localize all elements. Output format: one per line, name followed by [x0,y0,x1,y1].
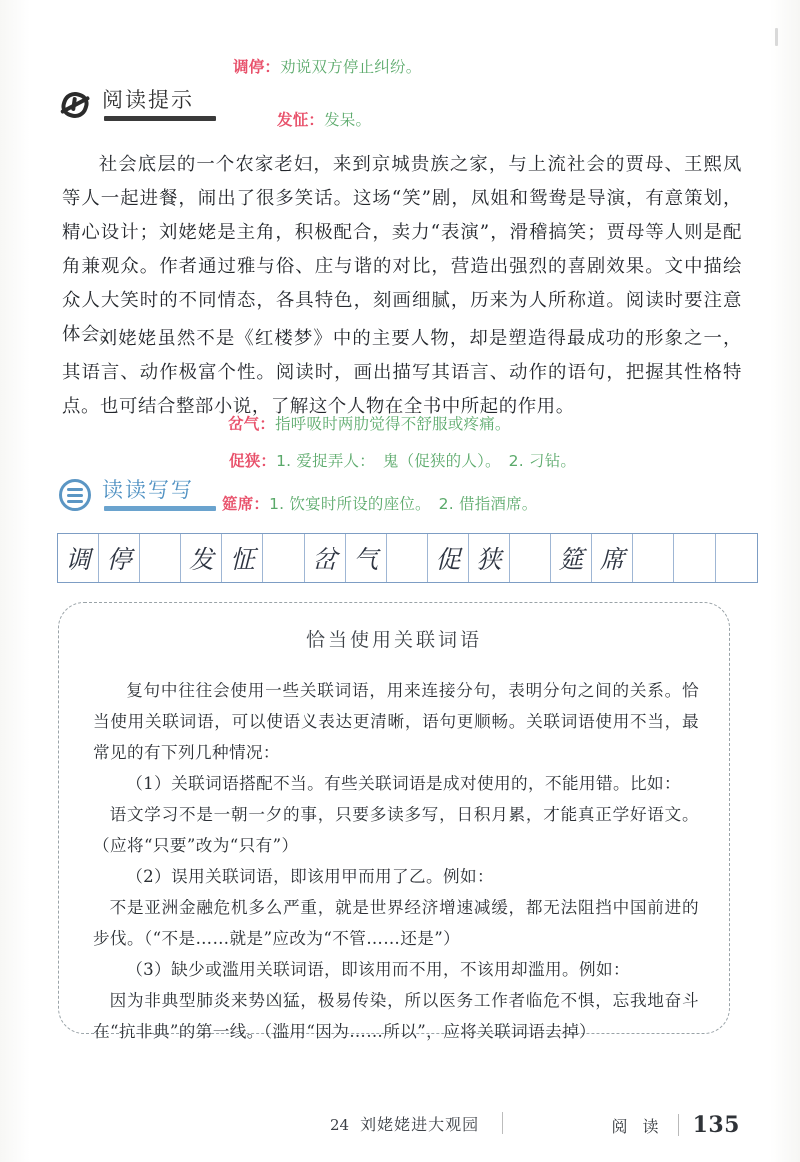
section-title-reading-tip: 阅读提示 [102,88,194,113]
gloss-colon: ： [253,495,270,513]
knowledge-box-paragraph: 语文学习不是一朝一夕的事，只要多读多写，日积月累，才能真正学好语文。（应将“只要”改为“只有”） [93,805,699,855]
footer-lesson-number: 24 [330,1116,350,1134]
character-grid-cell[interactable] [140,534,181,582]
character-grid-cell[interactable]: 席 [592,534,633,582]
gloss-headword: 筵席 [222,495,254,513]
character-grid-cell[interactable]: 调 [58,534,99,582]
footer-lesson-title: 刘姥姥进大观园 [360,1115,480,1134]
character-grid-cell[interactable]: 气 [346,534,387,582]
knowledge-box-paragraph: （2）误用关联词语，即该用甲而用了乙。例如： [126,867,495,886]
gloss-headword: 调停 [233,58,265,76]
footer-lesson [330,1112,479,1135]
character-grid-cell[interactable]: 岔 [305,534,346,582]
reading-tip-paragraph-1: 社会底层的一个农家老妇，来到京城贵族之家，与上流社会的贾母、王熙凤等人一起进餐，闹出了很多笑话。这场“笑”剧，凤姐和鸳鸯是导演，有意策划，精心设计；刘姥姥是主角，积极配合，卖力“表演”，滑稽搞笑；贾母等人则是配角兼观众。作者通过雅与俗、庄与谐的对比，营造出强烈的喜剧效果。文中描绘众人大笑时的不同情态，各具特色，刻画细腻，历来为人所称道。阅读时要注意体会。 [62,154,742,345]
knowledge-box-paragraph: （3）缺少或滥用关联词语，即该用而不用，不该用却滥用。例如： [126,960,630,979]
gloss-colon: ： [308,111,325,129]
gloss-headword: 岔气 [228,415,260,433]
gloss-colon: ： [260,452,277,470]
character-grid-cell[interactable] [633,534,674,582]
gloss-headword: 促狭 [229,452,261,470]
knowledge-box-paragraph: 因为非典型肺炎来势凶猛，极易传染，所以医务工作者临危不惧，忘我地奋斗在“抗非典”的第一线。（滥用“因为……所以”，应将关联词语去掉） [93,991,699,1041]
character-grid-cell[interactable] [510,534,551,582]
gloss-definition: 指呼吸时两肋觉得不舒服或疼痛。 [275,415,511,433]
footer-divider [502,1112,503,1134]
footer-page-number: 135 [692,1112,740,1138]
character-grid-cell[interactable]: 停 [99,534,140,582]
footer-divider-2 [678,1114,679,1136]
gloss-definition: 1. 爱捉弄人： 鬼（促狭的人）。 2. 刁钻。 [276,452,577,470]
footer-section [611,1112,740,1138]
reading-tip-paragraph-2: 刘姥姥虽然不是《红楼梦》中的主要人物，却是塑造得最成功的形象之一，其语言、动作极富个性。阅读时，画出描写其语言、动作的语句，把握其性格特点。也可结合整部小说，了解这个人物在全书中所起的作用。 [62,328,742,417]
section-rule [104,116,216,121]
section-header-reading-tip [58,88,194,122]
read-write-circle-bars-icon [58,478,92,512]
character-grid-cell[interactable] [387,534,428,582]
knowledge-box-body [93,675,699,1047]
gloss-note-cuxia [229,451,576,473]
knowledge-box-paragraph: 复句中往往会使用一些关联词语，用来连接分句，表明分句之间的关系。恰当使用关联词语，可以使语义表达更清晰，语句更顺畅。关联词语使用不当，最常见的有下列几种情况： [93,681,699,762]
section-header-read-write [58,478,194,512]
character-practice-grid [57,533,758,583]
gloss-note-chaqi [228,414,511,436]
knowledge-box [58,602,730,1041]
knowledge-box-paragraph: 不是亚洲金融危机多么严重，就是世界经济增速减缓，都无法阻挡中国前进的步伐。（“不是……就是”应改为“不管……还是”） [93,898,699,948]
character-grid-cell[interactable] [674,534,715,582]
section-rule [104,506,216,511]
character-grid-cell[interactable]: 促 [428,534,469,582]
gloss-definition: 发呆。 [324,111,372,129]
character-grid-cell[interactable] [716,534,757,582]
page-edge-mark [775,28,778,46]
page-footer [0,1112,800,1142]
character-grid-cell[interactable]: 筵 [551,534,592,582]
gloss-headword: 发怔 [277,111,309,129]
character-grid-cell[interactable]: 发 [181,534,222,582]
gloss-definition: 1. 饮宴时所设的座位。 2. 借指酒席。 [269,495,538,513]
character-grid-cell[interactable]: 狭 [469,534,510,582]
knowledge-box-paragraph: （1）关联词语搭配不当。有些关联词语是成对使用的，不能用错。比如： [126,774,681,793]
section-title-read-write: 读读写写 [102,478,194,503]
knowledge-box-title: 恰当使用关联词语 [305,629,482,651]
gloss-note-fazheng [277,110,371,132]
gloss-note-yanxi [222,494,538,516]
character-grid-cell[interactable]: 怔 [222,534,263,582]
gloss-note-tiaoting [233,57,421,79]
gloss-colon: ： [264,58,281,76]
footer-section-label: 阅 读 [611,1117,664,1136]
gloss-colon: ： [259,415,276,433]
gloss-definition: 劝说双方停止纠纷。 [280,58,422,76]
reading-tip-diamond-icon [58,88,92,122]
character-grid-cell[interactable] [263,534,304,582]
